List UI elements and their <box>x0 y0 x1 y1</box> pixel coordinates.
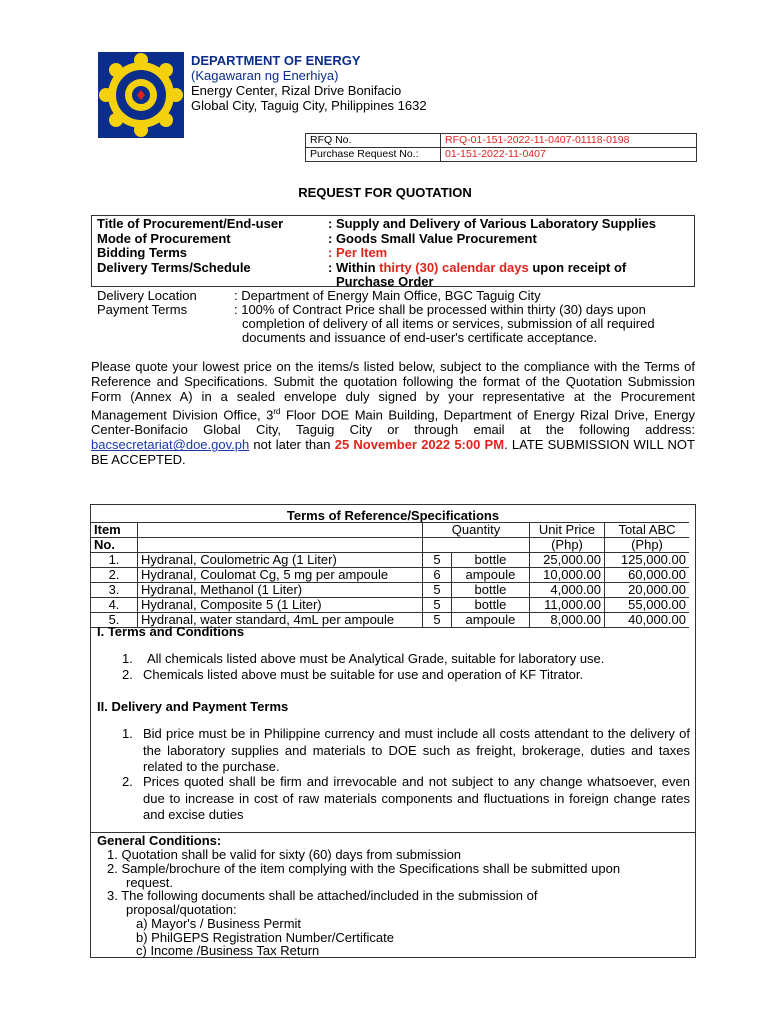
delivery-value-line2: Purchase Order <box>336 274 434 289</box>
para-sup: rd <box>273 407 281 416</box>
row-price: 11,000.00 <box>530 598 605 613</box>
col-quantity: Quantity <box>423 523 530 538</box>
row-no: 5. <box>91 613 138 628</box>
general-line-3b: proposal/quotation: <box>126 902 237 917</box>
payment-label: Payment Terms <box>97 302 188 317</box>
bidding-label: Bidding Terms <box>97 245 188 260</box>
payment-value-line3: documents and issuance of end-user's certificate acceptance. <box>242 330 598 345</box>
general-line-3: 3. The following documents shall be attached/included in the submission of <box>107 888 538 903</box>
row-unit: bottle <box>451 583 529 598</box>
mode-label: Mode of Procurement <box>97 231 231 246</box>
col-total-2: (Php) <box>605 538 690 553</box>
para-part1: Please quote your lowest price on the items/s listed below, subject to the compliance with the Terms of Reference and Specifications. Submit the quotation following the format of the Quotation Submission Form (Annex A) in a sealed envelope duly signed by your representative at the Procurement Management Division Office, 3 <box>91 359 695 423</box>
row-price: 4,000.00 <box>530 583 605 598</box>
row-unit: ampoule <box>451 568 529 583</box>
general-line-1: 1. Quotation shall be valid for sixty (60) days from submission <box>107 847 462 862</box>
location-value: : Department of Energy Main Office, BGC Taguig City <box>234 288 541 303</box>
row-no: 2. <box>91 568 138 583</box>
row-desc: Hydranal, Composite 5 (1 Liter) <box>138 598 423 613</box>
row-qty: 6 <box>423 568 452 583</box>
tor-table <box>91 522 689 628</box>
row-price: 10,000.00 <box>530 568 605 583</box>
row-qty: 5 <box>423 598 452 613</box>
col-item-2: No. <box>91 538 138 553</box>
row-unit: ampoule <box>451 613 529 628</box>
address-line-2: Global City, Taguig City, Philippines 1632 <box>191 98 427 113</box>
col-quantity-2 <box>423 538 530 553</box>
delivery-item-2: Prices quoted shall be firm and irrevocable and not subject to any change whatsoever, even due to increase in cost of raw materials components and fluctuations in foreign change rates and excise duties <box>143 774 690 822</box>
general-heading: General Conditions: <box>97 833 222 848</box>
delivery-value <box>328 261 626 275</box>
delivery-heading: II. Delivery and Payment Terms <box>97 699 289 714</box>
row-total: 20,000.00 <box>605 583 690 598</box>
terms-item-2-no: 2. <box>122 667 133 682</box>
delivery-item-1: Bid price must be in Philippine currency and must include all costs attendant to the delivery of the laboratory supplies and materials to DOE such as freight, brokerage, duties and taxes related to the purchase. <box>143 726 690 774</box>
address-line-1: Energy Center, Rizal Drive Bonifacio <box>191 83 402 98</box>
row-price: 8,000.00 <box>530 613 605 628</box>
delivery-value-red: thirty (30) calendar days <box>379 260 529 275</box>
col-unit-price-2: (Php) <box>530 538 605 553</box>
table-row <box>91 568 689 583</box>
col-desc <box>138 523 423 538</box>
terms-item-2: Chemicals listed above must be suitable for use and operation of KF Titrator. <box>143 667 584 682</box>
para-part3: not later than <box>249 437 335 453</box>
row-price: 25,000.00 <box>530 553 605 568</box>
general-line-c: c) Income /Business Tax Return <box>136 943 320 958</box>
deadline: 25 November 2022 5:00 PM <box>334 437 505 453</box>
pr-number: 01-151-2022-11-0407 <box>441 148 697 162</box>
table-row <box>91 583 689 598</box>
title-value: : Supply and Delivery of Various Laboratory Supplies <box>328 216 656 231</box>
col-unit-price-1: Unit Price <box>530 523 605 538</box>
org-name-local: (Kagawaran ng Enerhiya) <box>191 68 339 83</box>
row-no: 3. <box>91 583 138 598</box>
page-title: REQUEST FOR QUOTATION <box>298 185 472 200</box>
terms-item-1: All chemicals listed above must be Analytical Grade, suitable for laboratory use. <box>147 651 605 666</box>
delivery-value-post: upon receipt of <box>528 260 627 275</box>
row-total: 55,000.00 <box>605 598 690 613</box>
mode-value: : Goods Small Value Procurement <box>328 231 537 246</box>
rfq-reference-table <box>305 133 697 162</box>
payment-value-line1: : 100% of Contract Price shall be processed within thirty (30) days upon <box>234 302 646 317</box>
instructions-paragraph <box>91 359 695 467</box>
row-desc: Hydranal, Methanol (1 Liter) <box>138 583 423 598</box>
delivery-value-pre: : Within <box>328 260 380 275</box>
col-total-1: Total ABC <box>605 523 690 538</box>
row-no: 1. <box>91 553 138 568</box>
tor-heading: Terms of Reference/Specifications <box>286 508 500 523</box>
org-name: DEPARTMENT OF ENERGY <box>191 53 361 68</box>
bidding-value: : Per Item <box>328 245 388 260</box>
row-unit: bottle <box>451 598 529 613</box>
rfq-number: RFQ-01-151-2022-11-0407-01118-0198 <box>441 134 697 148</box>
terms-item-1-no: 1. <box>122 651 133 666</box>
row-desc: Hydranal, water standard, 4mL per ampoule <box>138 613 423 628</box>
table-row <box>91 553 689 568</box>
email-link[interactable]: bacsecretariat@doe.gov.ph <box>91 437 250 453</box>
para-part4: . LATE SUBMISSION WILL NOT BE ACCEPTED. <box>91 437 695 468</box>
location-label: Delivery Location <box>97 288 197 303</box>
general-line-b: b) PhilGEPS Registration Number/Certificate <box>136 930 394 945</box>
rfq-label: RFQ No. <box>306 134 441 148</box>
title-label: Title of Procurement/End-user <box>97 216 284 231</box>
row-desc: Hydranal, Coulomat Cg, 5 mg per ampoule <box>138 568 423 583</box>
delivery-item-1-no: 1. <box>122 726 133 741</box>
row-desc: Hydranal, Coulometric Ag (1 Liter) <box>138 553 423 568</box>
row-qty: 5 <box>423 583 452 598</box>
table-row <box>91 598 689 613</box>
row-total: 125,000.00 <box>605 553 690 568</box>
general-line-2: 2. Sample/brochure of the item complying with the Specifications shall be submitted upon <box>107 861 621 876</box>
payment-value-line2: completion of delivery of all items or services, submission of all required <box>242 316 655 331</box>
general-line-2b: request. <box>126 875 173 890</box>
para-part2: Floor DOE Main Building, Department of Energy Rizal Drive, Energy Center-Bonifacio Global City, Taguig City or through email at the following address: <box>91 407 696 438</box>
row-unit: bottle <box>451 553 529 568</box>
terms-heading: I. Terms and Conditions <box>97 624 245 639</box>
pr-label: Purchase Request No.: <box>306 148 441 162</box>
row-total: 40,000.00 <box>605 613 690 628</box>
row-total: 60,000.00 <box>605 568 690 583</box>
doe-logo <box>98 52 184 138</box>
col-item-1: Item <box>91 523 138 538</box>
row-qty: 5 <box>423 553 452 568</box>
delivery-label: Delivery Terms/Schedule <box>97 260 251 275</box>
row-no: 4. <box>91 598 138 613</box>
department-header <box>191 53 427 113</box>
delivery-item-2-no: 2. <box>122 774 133 789</box>
col-desc-2 <box>138 538 423 553</box>
general-line-a: a) Mayor's / Business Permit <box>136 916 302 931</box>
row-qty: 5 <box>423 613 452 628</box>
